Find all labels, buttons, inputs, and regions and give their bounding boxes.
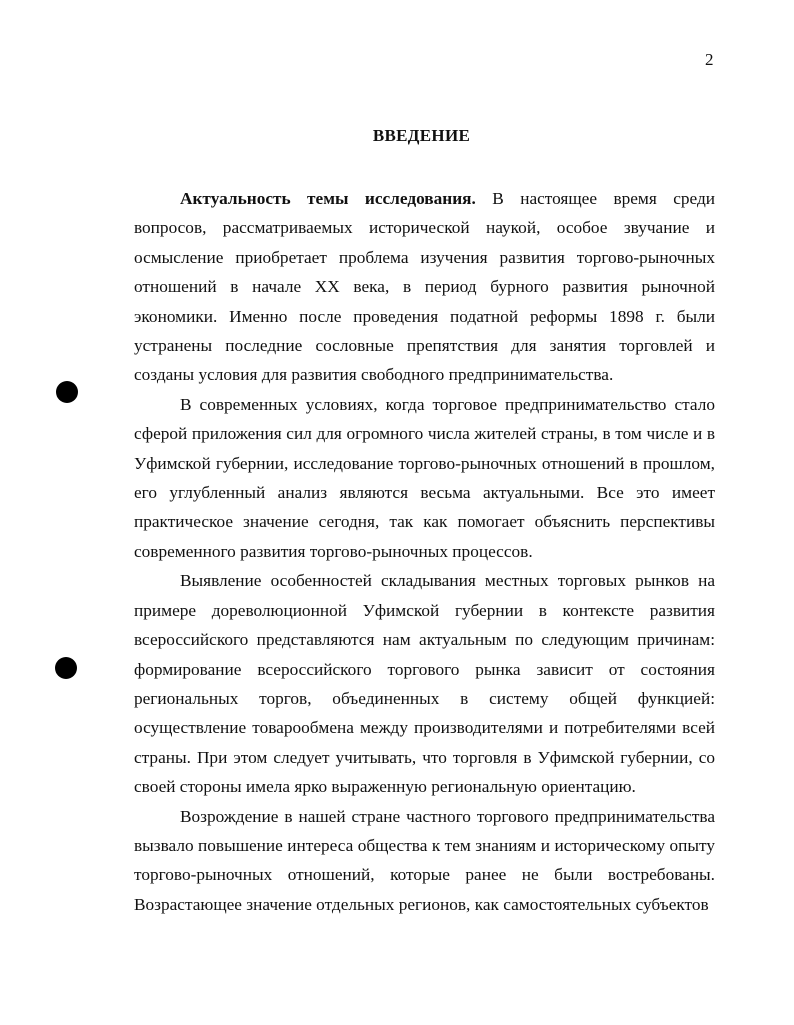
paragraph-lead-heading: Актуальность темы исследования.	[180, 189, 476, 208]
punch-hole-mark	[55, 657, 77, 679]
punch-hole-mark	[56, 381, 78, 403]
paragraph-local-markets: Выявление особенностей складывания местных торговых рынков на примере дореволюционной Уфимской губернии в контексте развития всероссийского представляются нам актуальным по следующим причинам: формирование всероссийского торгового рынка зависит от состояния региональных торгов, объединенных в систему общей функцией: осуществление товарообмена между производителями и потребителями всей страны. При этом следует учитывать, что торговля в Уфимской губернии, со своей стороны имела ярко выраженную региональную ориентацию.	[134, 571, 715, 797]
paragraph-text: В настоящее время среди вопросов, рассматриваемых исторической наукой, особое звучание и осмысление приобретает проблема изучения развития торгово-рыночных отношений в начале XX века, в период бурного развития рыночной экономики. Именно после проведения податной реформы 1898 г. были устранены последние сословные препятствия для занятия торговлей и созданы условия для развития свободного предпринимательства.	[134, 189, 716, 385]
paragraph-modern-conditions: В современных условиях, когда торговое предпринимательство стало сферой приложения сил для огромного числа жителей страны, в том числе и в Уфимской губернии, исследование торгово-рыночных отношений в прошлом, его углубленный анализ являются весьма актуальными. Все это имеет практическое значение сегодня, так как помогает объяснить перспективы современного развития торгово-рыночных процессов.	[134, 394, 715, 561]
page-number: 2	[705, 50, 714, 69]
document-body	[134, 184, 715, 919]
page-title: ВВЕДЕНИЕ	[372, 126, 471, 145]
paragraph-revival: Возрождение в нашей стране частного торгового предпринимательства вызвало повышение интереса общества к тем знаниям и историческому опыту торгово-рыночных отношений, которые ранее не были востребованы. Возрастающее значение отдельных регионов, как самостоятельных субъектов	[134, 806, 715, 914]
paragraph-relevance	[134, 184, 715, 390]
